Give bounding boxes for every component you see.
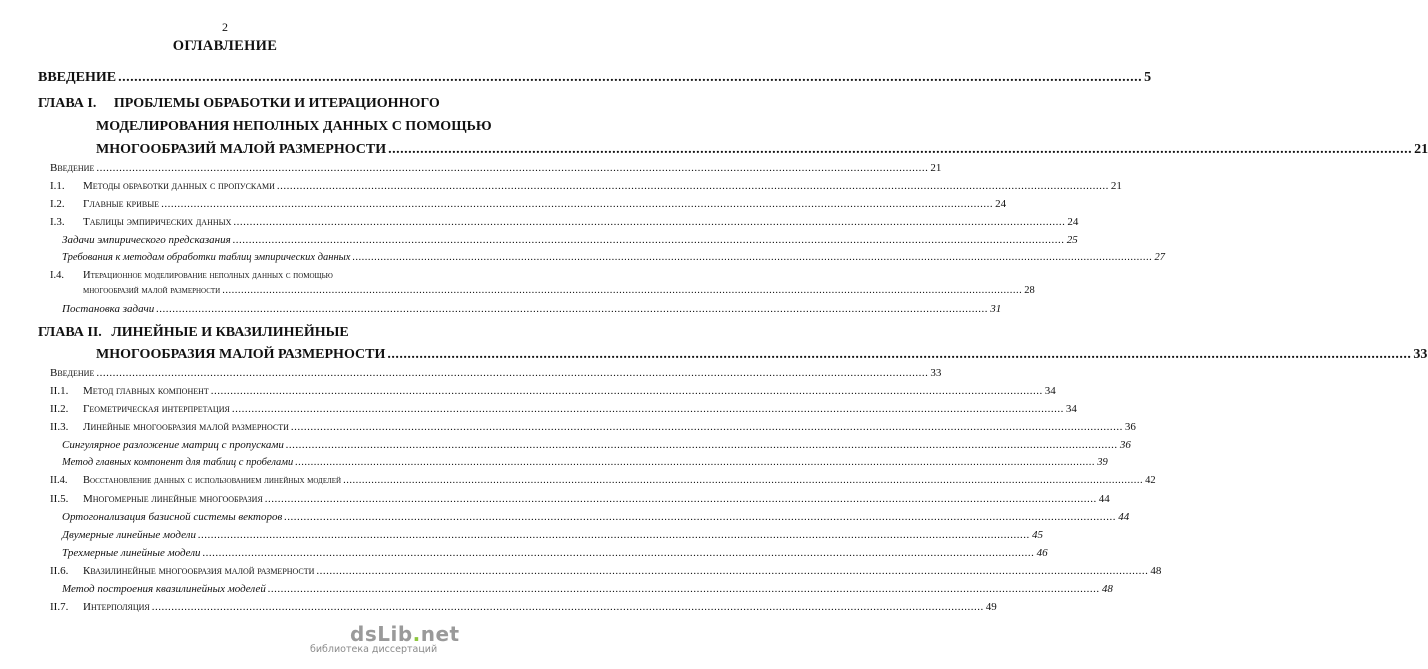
dot-leader bbox=[211, 385, 1043, 397]
toc-entry[interactable] bbox=[50, 601, 997, 613]
toc-subentry[interactable] bbox=[62, 583, 1113, 595]
toc-entry[interactable] bbox=[50, 198, 1007, 210]
toc-entry[interactable] bbox=[50, 385, 1056, 397]
toc-entry-number: I.1. bbox=[50, 180, 65, 192]
toc-entry[interactable] bbox=[50, 565, 1162, 577]
toc-entry-title: Главные кривые bbox=[83, 198, 160, 210]
toc-subentry[interactable] bbox=[62, 457, 1108, 468]
toc-entry-title: Сингулярное разложение матриц с пропусками bbox=[62, 439, 284, 451]
toc-entry-title: Требования к методам обработки таблиц эмпирических данных bbox=[62, 252, 351, 263]
chapter-2-title-line2: МНОГООБРАЗИЯ МАЛОЙ РАЗМЕРНОСТИ bbox=[96, 347, 386, 362]
toc-entry-title: Геометрическая интерпретация bbox=[83, 403, 230, 415]
dot-leader bbox=[291, 421, 1123, 433]
chapter-2-number: ГЛАВА II. bbox=[38, 325, 102, 340]
dot-leader bbox=[388, 142, 1412, 158]
toc-entry-page: 44 bbox=[1118, 511, 1130, 523]
toc-entry-title: Метод главных компонент для таблиц с пробелами bbox=[62, 457, 294, 468]
toc-subentry[interactable] bbox=[62, 303, 1002, 315]
toc-subentry[interactable] bbox=[62, 529, 1043, 541]
chapter-1-page: 21 bbox=[1414, 142, 1428, 157]
toc-entry-page: 48 bbox=[1150, 565, 1162, 577]
toc-entry-title: Ортогонализация базисной системы векторов bbox=[62, 511, 283, 523]
toc-entry[interactable] bbox=[50, 403, 1077, 415]
toc-entry-page: 34 bbox=[1044, 385, 1056, 397]
dot-leader bbox=[118, 70, 1142, 86]
chapter-2-page: 33 bbox=[1413, 347, 1428, 362]
toc-entry-title: Методы обработки данных с пропусками bbox=[83, 180, 275, 192]
toc-entry-title: Задачи эмпирического предсказания bbox=[62, 234, 231, 246]
toc-entry-page: 28 bbox=[1024, 285, 1035, 296]
toc-entry-page: 34 bbox=[1065, 403, 1077, 415]
toc-entry-number: II.7. bbox=[50, 601, 69, 613]
toc-entry[interactable] bbox=[50, 367, 942, 379]
toc-entry-title: Двумерные линейные модели bbox=[62, 529, 196, 541]
toc-entry-page: 25 bbox=[1066, 234, 1078, 246]
toc-subentry[interactable] bbox=[62, 511, 1130, 523]
toc-entry-page: 5 bbox=[1144, 70, 1152, 85]
toc-entry-title: многообразий малой размерности bbox=[83, 285, 221, 296]
dot-leader bbox=[198, 529, 1030, 541]
toc-entry-title: ВВЕДЕНИЕ bbox=[38, 70, 117, 85]
dot-leader bbox=[286, 439, 1118, 451]
watermark-subtitle: библиотека диссертаций bbox=[310, 644, 438, 655]
chapter-1-title-line3-row[interactable] bbox=[96, 142, 1428, 158]
dot-leader bbox=[203, 547, 1035, 559]
toc-entry-title: Квазилинейные многообразия малой размерности bbox=[83, 565, 315, 577]
dot-leader bbox=[233, 234, 1065, 246]
dot-leader bbox=[295, 457, 1095, 468]
dot-leader bbox=[222, 285, 1022, 296]
toc-entry-title: Итерационное моделирование неполных данных с помощью bbox=[83, 270, 333, 281]
chapter-1-number: ГЛАВА I. bbox=[38, 96, 97, 111]
toc-entry[interactable] bbox=[50, 493, 1110, 505]
toc-entry-page: 45 bbox=[1031, 529, 1043, 541]
toc-entry-title: Метод главных компонент bbox=[83, 385, 209, 397]
toc-entry-page: 36 bbox=[1124, 421, 1136, 433]
toc-entry-title: Постановка задачи bbox=[62, 303, 155, 315]
dot-leader bbox=[161, 198, 993, 210]
toc-entry-number: I.3. bbox=[50, 216, 65, 228]
toc-entry-page: 42 bbox=[1145, 475, 1156, 486]
toc-entry-title: Метод построения квазилинейных моделей bbox=[62, 583, 266, 595]
toc-entry-title: Интерполяция bbox=[83, 601, 150, 613]
dot-leader bbox=[316, 565, 1148, 577]
dot-leader bbox=[277, 180, 1109, 192]
dot-leader bbox=[96, 367, 928, 379]
toc-entry-page: 24 bbox=[995, 198, 1007, 210]
dot-leader bbox=[96, 162, 928, 174]
toc-entry-page: 31 bbox=[990, 303, 1002, 315]
chapter-1-heading[interactable] bbox=[38, 96, 440, 112]
toc-entry-title: Таблицы эмпирических данных bbox=[83, 216, 232, 228]
toc-entry-title: Восстановление данных с использованием линейных моделей bbox=[83, 475, 342, 486]
toc-entry-page: 21 bbox=[1110, 180, 1122, 192]
dot-leader bbox=[152, 601, 984, 613]
toc-entry[interactable] bbox=[50, 475, 1156, 486]
toc-entry-page: 33 bbox=[930, 367, 942, 379]
toc-entry-number: I.2. bbox=[50, 198, 65, 210]
page-title: ОГЛАВЛЕНИЕ bbox=[172, 38, 278, 54]
toc-entry[interactable] bbox=[50, 162, 942, 174]
toc-subentry[interactable] bbox=[62, 234, 1078, 246]
watermark[interactable] bbox=[310, 622, 460, 655]
dot-leader bbox=[352, 252, 1152, 263]
dot-leader bbox=[265, 493, 1097, 505]
toc-entry-title: Введение bbox=[50, 162, 95, 174]
toc-entry-intro[interactable] bbox=[38, 70, 1152, 86]
toc-entry-page: 44 bbox=[1098, 493, 1110, 505]
toc-entry-number: II.1. bbox=[50, 385, 69, 397]
toc-entry-number: I.4. bbox=[50, 270, 64, 281]
chapter-1-title-line3: МНОГООБРАЗИЙ МАЛОЙ РАЗМЕРНОСТИ bbox=[96, 142, 387, 157]
toc-entry-title: Многомерные линейные многообразия bbox=[83, 493, 263, 505]
toc-entry-number: II.2. bbox=[50, 403, 69, 415]
toc-entry[interactable] bbox=[50, 421, 1136, 433]
toc-entry-number: II.5. bbox=[50, 493, 69, 505]
toc-entry[interactable] bbox=[50, 270, 430, 281]
watermark-logo: dsLib.net bbox=[350, 622, 460, 646]
chapter-1-title-line2: МОДЕЛИРОВАНИЯ НЕПОЛНЫХ ДАННЫХ С ПОМОЩЬЮ bbox=[96, 119, 492, 134]
toc-entry-page: 49 bbox=[985, 601, 997, 613]
toc-entry-page: 36 bbox=[1119, 439, 1131, 451]
toc-entry-page: 21 bbox=[930, 162, 942, 174]
page-number: 2 bbox=[222, 20, 228, 34]
toc-entry-title: Линейные многообразия малой размерности bbox=[83, 421, 289, 433]
toc-entry-page: 27 bbox=[1154, 252, 1165, 263]
dot-leader bbox=[268, 583, 1100, 595]
toc-entry-title: Введение bbox=[50, 367, 95, 379]
chapter-2-title-line1: ЛИНЕЙНЫЕ И КВАЗИЛИНЕЙНЫЕ bbox=[111, 325, 349, 340]
toc-entry-number: II.6. bbox=[50, 565, 69, 577]
toc-subentry[interactable] bbox=[62, 439, 1131, 451]
toc-entry[interactable] bbox=[50, 180, 1122, 192]
chapter-2-title-line2-row[interactable] bbox=[96, 347, 1428, 363]
toc-entry[interactable] bbox=[50, 216, 1079, 228]
toc-entry-page: 46 bbox=[1036, 547, 1048, 559]
toc-subentry[interactable] bbox=[62, 252, 1165, 263]
toc-entry-number: II.3. bbox=[50, 421, 69, 433]
dot-leader bbox=[284, 511, 1116, 523]
chapter-2-heading[interactable] bbox=[38, 325, 349, 341]
dot-leader bbox=[387, 347, 1411, 363]
toc-entry-number: II.4. bbox=[50, 475, 68, 486]
toc-entry-title: Трехмерные линейные модели bbox=[62, 547, 201, 559]
dot-leader bbox=[156, 303, 988, 315]
dot-leader bbox=[343, 475, 1143, 486]
toc-entry-page: 48 bbox=[1101, 583, 1113, 595]
dot-leader bbox=[232, 403, 1064, 415]
toc-subentry[interactable] bbox=[62, 547, 1048, 559]
chapter-1-title-line1: ПРОБЛЕМЫ ОБРАБОТКИ И ИТЕРАЦИОННОГО bbox=[113, 96, 440, 111]
toc-entry-page: 39 bbox=[1097, 457, 1108, 468]
toc-entry-continuation[interactable] bbox=[83, 285, 1035, 296]
dot-leader bbox=[233, 216, 1065, 228]
toc-entry-page: 24 bbox=[1067, 216, 1079, 228]
